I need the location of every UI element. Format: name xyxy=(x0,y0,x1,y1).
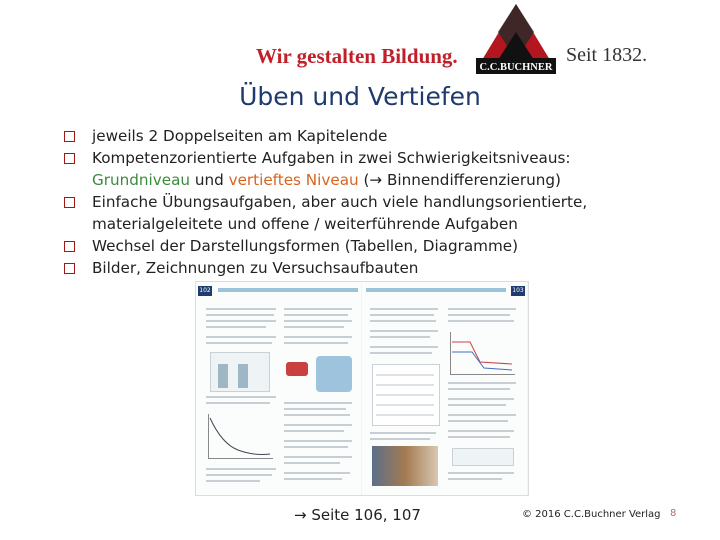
checkbox-bullet-icon xyxy=(64,241,75,252)
checkbox-bullet-icon xyxy=(64,263,75,274)
grundniveau-label: Grundniveau xyxy=(92,171,191,189)
bullet-item xyxy=(64,235,704,257)
bullet-text: jeweils 2 Doppelseiten am Kapitelende xyxy=(92,127,388,145)
bullet-text: Bilder, Zeichnungen zu Versuchsaufbauten xyxy=(92,259,419,277)
checkbox-bullet-icon xyxy=(64,153,75,164)
bullet-text-continued: materialgeleitete und offene / weiterführende Aufgaben xyxy=(92,215,518,233)
photo-strip xyxy=(372,446,438,486)
checkbox-bullet-icon xyxy=(64,197,75,208)
body-illustration xyxy=(316,356,352,392)
bullet-item xyxy=(64,257,704,279)
bullet-list xyxy=(64,125,704,279)
page-reference: → Seite 106, 107 xyxy=(294,506,421,524)
brand-slogan: Wir gestalten Bildung. xyxy=(256,44,458,68)
textbook-right-page xyxy=(362,282,527,495)
logo-text: C.C.BUCHNER xyxy=(479,62,553,73)
bullet-text: Kompetenzorientierte Aufgaben in zwei Schwierigkeitsniveaus: xyxy=(92,149,571,167)
buchner-logo xyxy=(476,2,556,76)
checkbox-bullet-icon xyxy=(64,131,75,142)
bullet-text-joiner: und xyxy=(190,171,229,189)
vertieftes-niveau-label: vertieftes Niveau xyxy=(228,171,359,189)
page-number-right: 103 xyxy=(512,287,524,294)
bullet-text: Wechsel der Darstellungsformen (Tabellen, Diagramme) xyxy=(92,237,519,255)
slide-number: 8 xyxy=(670,508,677,519)
copyright-notice: © 2016 C.C.Buchner Verlag xyxy=(522,509,661,520)
bullet-item xyxy=(64,191,704,235)
page-header-band xyxy=(218,288,358,292)
bullet-text: Einfache Übungsaufgaben, aber auch viele handlungsorientierte, xyxy=(92,193,588,211)
slide-title: Üben und Vertiefen xyxy=(239,82,481,111)
bullet-item xyxy=(64,125,704,147)
textbook-double-page-image xyxy=(195,281,529,496)
textbook-left-page xyxy=(196,282,361,495)
temperature-curves xyxy=(450,332,514,374)
hairdryer-illustration xyxy=(286,362,308,376)
decay-curve xyxy=(208,414,272,458)
binnendifferenzierung-note: (→ Binnendifferenzierung) xyxy=(358,171,561,189)
page-header-band xyxy=(366,288,506,292)
page-number-left: 102 xyxy=(199,287,211,294)
brand-since: Seit 1832. xyxy=(566,44,648,66)
bullet-item xyxy=(64,147,704,191)
formula-box xyxy=(452,448,514,466)
